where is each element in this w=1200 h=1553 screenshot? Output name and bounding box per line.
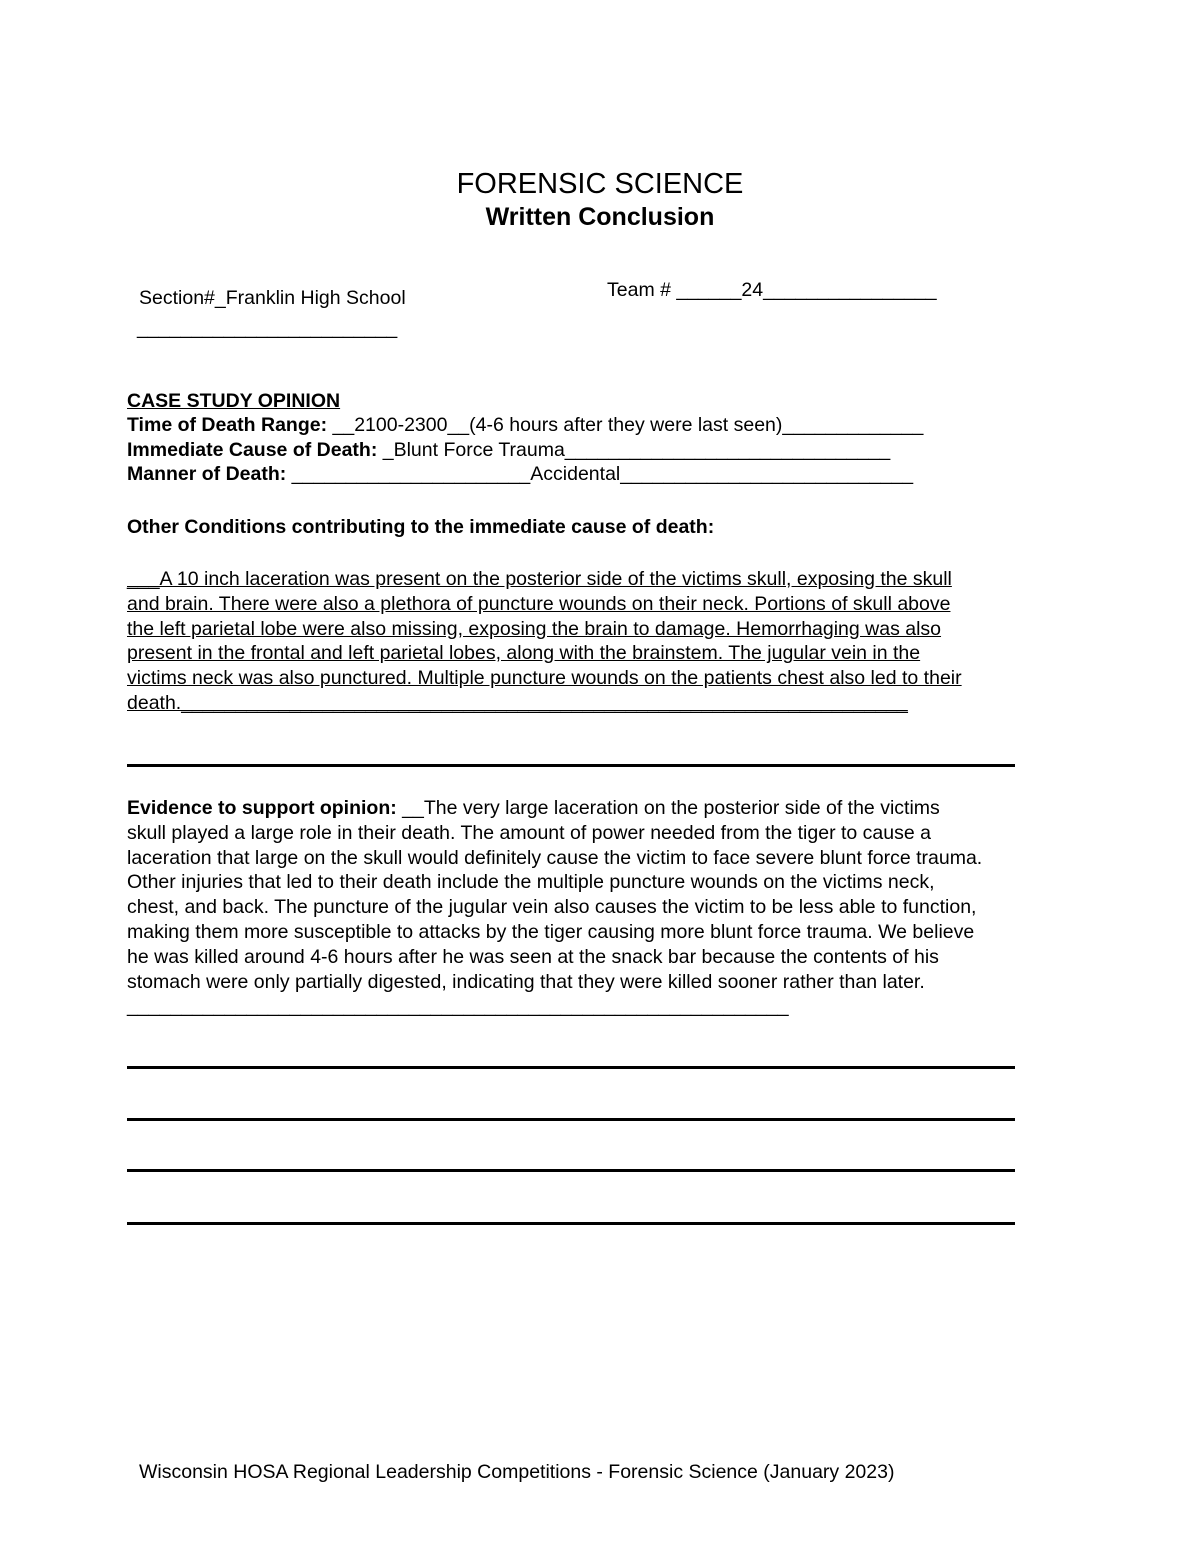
- conditions-line: the left parietal lobe were also missing, exposing the brain to damage. Hemorrhaging was also: [127, 617, 942, 640]
- manner-of-death-label: Manner of Death:: [127, 463, 287, 485]
- manner-of-death-row: [127, 462, 913, 486]
- evidence-line: skull played a large role in their death. The amount of power needed from the tiger to cause a: [127, 821, 931, 844]
- evidence-line: _____________________________________________________________: [127, 995, 789, 1018]
- evidence-label: Evidence to support opinion:: [127, 797, 397, 819]
- team-field: Team # ______24________________: [607, 279, 937, 301]
- evidence-line: chest, and back. The puncture of the jugular vein also causes the victim to be less able to function,: [127, 896, 977, 919]
- conditions-line: present in the frontal and left parietal lobes, along with the brainstem. The jugular vein in the: [127, 642, 921, 665]
- evidence-first-line: [127, 796, 1087, 821]
- document-title: FORENSIC SCIENCE: [456, 168, 744, 200]
- cause-of-death-row: [127, 438, 890, 462]
- page-footer: Wisconsin HOSA Regional Leadership Competitions - Forensic Science (January 2023): [139, 1461, 895, 1483]
- blank-answer-line: [127, 1066, 1015, 1069]
- blank-answer-line: [127, 1118, 1015, 1121]
- other-conditions-heading: Other Conditions contributing to the immediate cause of death:: [127, 516, 715, 538]
- cause-of-death-value: _Blunt Force Trauma______________________________: [377, 439, 891, 461]
- conditions-line: death.___________________________________________________________________: [127, 691, 908, 714]
- evidence-line: laceration that large on the skull would definitely cause the victim to face severe blunt force trauma.: [127, 846, 983, 869]
- conditions-line: and brain. There were also a plethora of puncture wounds on their neck. Portions of skull above: [127, 592, 951, 615]
- document-subtitle: Written Conclusion: [485, 203, 715, 231]
- time-of-death-label: Time of Death Range:: [127, 414, 328, 436]
- manner-of-death-value: ______________________Accidental___________________________: [286, 463, 914, 485]
- conditions-line: ___A 10 inch laceration was present on the posterior side of the victims skull, exposing the skull: [127, 568, 952, 590]
- other-conditions-text: [127, 567, 1087, 716]
- evidence-line: stomach were only partially digested, indicating that they were killed sooner rather than later.: [127, 970, 925, 993]
- evidence-line: making them more susceptible to attacks by the tiger causing more blunt force trauma. We believe: [127, 920, 975, 943]
- section-field: Section#_Franklin High School: [139, 287, 406, 309]
- evidence-line: Other injuries that led to their death include the multiple puncture wounds on the victims neck,: [127, 871, 935, 894]
- evidence-text: [127, 796, 1087, 1019]
- blank-answer-line: [127, 1169, 1015, 1172]
- evidence-line: he was killed around 4-6 hours after he was seen at the snack bar because the contents of his: [127, 945, 939, 968]
- time-of-death-row: [127, 413, 923, 437]
- case-study-heading: CASE STUDY OPINION: [127, 390, 341, 412]
- section-blank-line: ________________________: [137, 317, 398, 339]
- conditions-line: victims neck was also punctured. Multiple puncture wounds on the patients chest also led to their: [127, 667, 962, 690]
- time-of-death-value: __2100-2300__(4-6 hours after they were last seen)_____________: [327, 414, 924, 436]
- evidence-first-text: __The very large laceration on the posterior side of the victims: [396, 797, 940, 819]
- blank-answer-line: [127, 764, 1015, 767]
- cause-of-death-label: Immediate Cause of Death:: [127, 439, 378, 461]
- blank-answer-line: [127, 1222, 1015, 1225]
